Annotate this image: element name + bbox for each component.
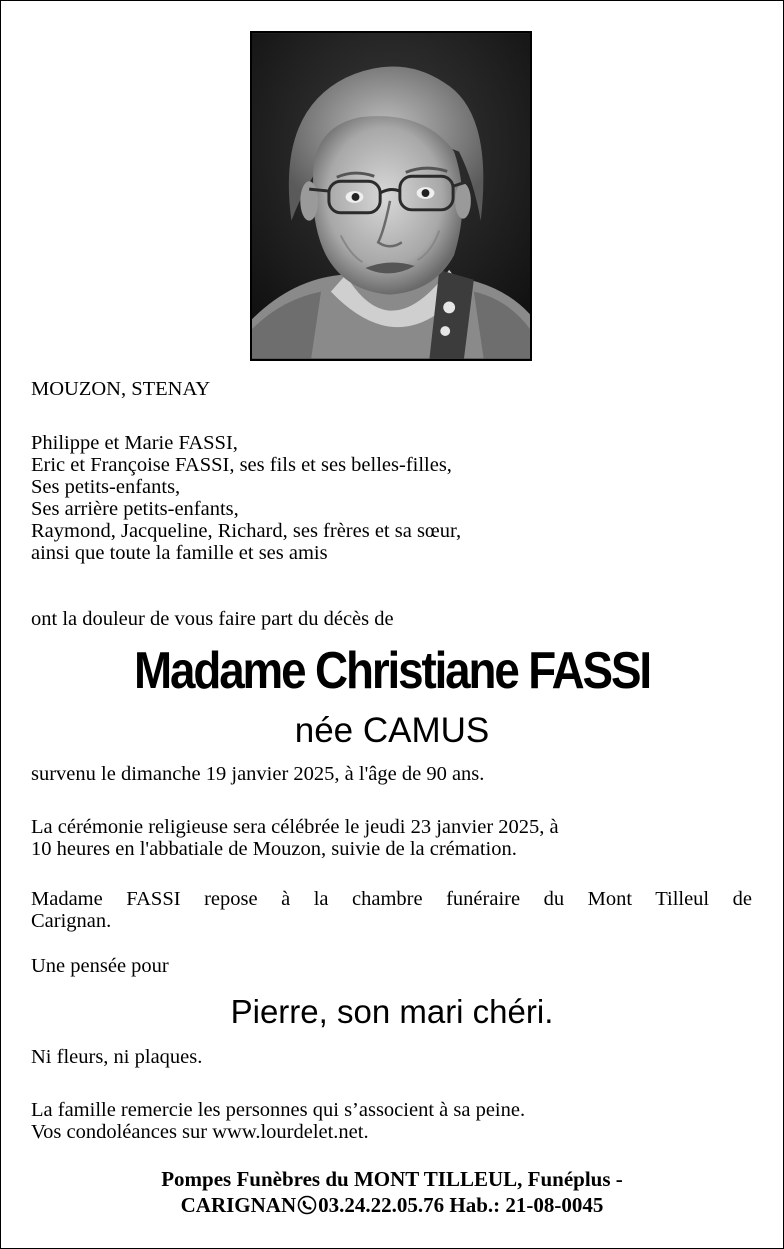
- maiden-name: née CAMUS: [294, 711, 490, 750]
- rest-line: Carignan.: [31, 910, 112, 932]
- family-list: [31, 432, 752, 564]
- ceremony-info: [31, 816, 752, 860]
- family-line: Ses arrière petits-enfants,: [31, 498, 239, 520]
- family-line: Ses petits-enfants,: [31, 476, 181, 498]
- ceremony-line: 10 heures en l'abbatiale de Mouzon, suivie de la crémation.: [31, 838, 517, 860]
- rest-info: [31, 888, 752, 932]
- announcement: [31, 608, 752, 630]
- condolences-line: Vos condoléances sur www.lourdelet.net.: [31, 1121, 369, 1143]
- thought-person: Pierre, son mari chéri.: [230, 993, 554, 1030]
- thanks-line: La famille remercie les personnes qui s’associent à sa peine.: [31, 1099, 526, 1121]
- funeral-home-city: CARIGNAN: [180, 1193, 297, 1217]
- ceremony-line: La cérémonie religieuse sera célébrée le jeudi 23 janvier 2025, à: [31, 816, 559, 838]
- funeral-home-contact: [0, 1192, 784, 1218]
- death-text: survenu le dimanche 19 janvier 2025, à l'âge de 90 ans.: [31, 763, 485, 785]
- funeral-home-name: Pompes Funèbres du MONT TILLEUL, Funéplus -: [161, 1167, 623, 1191]
- funeral-home-phone: 03.24.22.05.76: [318, 1193, 445, 1217]
- thought-intro: [31, 955, 752, 977]
- locations-text: MOUZON, STENAY: [31, 378, 211, 400]
- funeral-home-footer: [0, 1166, 784, 1218]
- thanks-info: [31, 1099, 752, 1143]
- portrait-photo: [250, 31, 532, 361]
- announcement-text: ont la douleur de vous faire part du décès de: [31, 608, 394, 630]
- locations: [31, 378, 752, 400]
- funeral-home-hab: Hab.: 21-08-0045: [449, 1193, 604, 1217]
- family-line: ainsi que toute la famille et ses amis: [31, 542, 328, 564]
- phone-icon: [296, 1195, 318, 1215]
- rest-line: Madame FASSI repose à la chambre funéraire du Mont Tilleul de: [31, 888, 752, 910]
- thought-intro-text: Une pensée pour: [31, 955, 169, 977]
- family-line: Eric et Françoise FASSI, ses fils et ses belles-filles,: [31, 454, 452, 476]
- flowers-info: [31, 1046, 752, 1068]
- death-info: [31, 763, 752, 785]
- deceased-name: Madame Christiane FASSI: [134, 642, 650, 700]
- flowers-text: Ni fleurs, ni plaques.: [31, 1046, 203, 1068]
- family-line: Raymond, Jacqueline, Richard, ses frères et sa sœur,: [31, 520, 462, 542]
- family-line: Philippe et Marie FASSI,: [31, 432, 238, 454]
